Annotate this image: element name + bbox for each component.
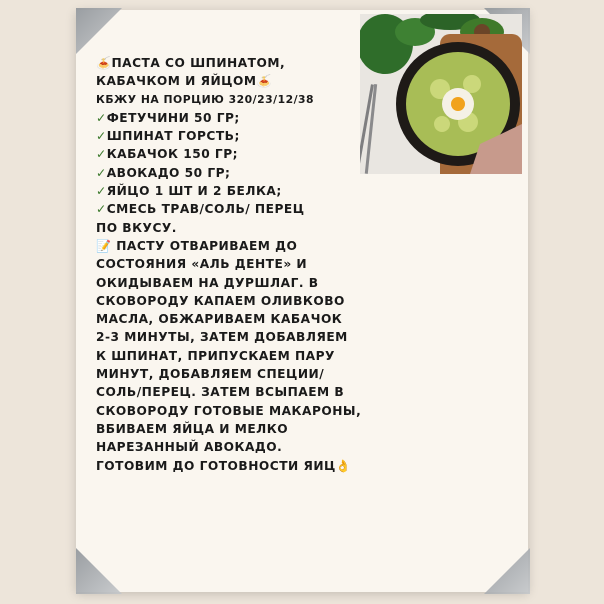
- method-line: ГОТОВИМ ДО ГОТОВНОСТИ ЯИЦ👌: [96, 458, 352, 473]
- method-line: СОЛЬ/ПЕРЕЦ. ЗАТЕМ ВСЫПАЕМ В: [96, 385, 345, 400]
- recipe-title-line-1: 🍝ПАСТА СО ШПИНАТОМ,: [96, 56, 286, 70]
- method-line: МИНУТ, ДОБАВЛЯЕМ СПЕЦИИ/: [96, 367, 325, 382]
- dish-photo: [360, 14, 522, 174]
- method-line: СКОВОРОДУ ГОТОВЫЕ МАКАРОНЫ,: [96, 403, 362, 418]
- ingredient-item: ✓СМЕСЬ ТРАВ/СОЛЬ/ ПЕРЕЦ: [96, 202, 305, 217]
- pasta-emoji-icon: 🍝: [96, 56, 112, 70]
- method-line: МАСЛА, ОБЖАРИВАЕМ КАБАЧОК: [96, 312, 343, 327]
- ok-hand-icon: 👌: [335, 458, 352, 473]
- method-line: СКОВОРОДУ КАПАЕМ ОЛИВКОВО: [96, 293, 345, 308]
- pasta-emoji-icon: 🍝: [256, 74, 272, 89]
- ingredient-item: ✓ФЕТУЧИНИ 50 ГР;: [96, 110, 240, 125]
- memo-icon: 📝: [96, 238, 112, 253]
- check-icon: ✓: [96, 110, 107, 125]
- method-line: 📝 ПАСТУ ОТВАРИВАЕМ ДО: [96, 238, 298, 253]
- recipe-title-line-2: КАБАЧКОМ И ЯЙЦОМ🍝: [96, 74, 272, 89]
- kbju-line: КБЖУ НА ПОРЦИЮ 320/23/12/38: [96, 92, 315, 106]
- check-icon: ✓: [96, 129, 107, 144]
- ingredient-item: ✓ЯЙЦО 1 ШТ И 2 БЕЛКА;: [96, 184, 282, 199]
- check-icon: ✓: [96, 147, 107, 162]
- check-icon: ✓: [96, 202, 107, 217]
- method-line: 2-3 МИНУТЫ, ЗАТЕМ ДОБАВЛЯЕМ: [96, 330, 348, 345]
- check-icon: ✓: [96, 184, 107, 199]
- check-icon: ✓: [96, 165, 107, 180]
- method-line: К ШПИНАТ, ПРИПУСКАЕМ ПАРУ: [96, 348, 335, 363]
- method-line: СОСТОЯНИЯ «АЛЬ ДЕНТЕ» И: [96, 257, 308, 272]
- ingredient-item: ✓КАБАЧОК 150 ГР;: [96, 147, 239, 162]
- ingredient-item: ✓АВОКАДО 50 ГР;: [96, 165, 231, 180]
- method-line: ОКИДЫВАЕМ НА ДУРШЛАГ. В: [96, 275, 319, 290]
- recipe-text: [96, 54, 364, 475]
- method-line: ВБИВАЕМ ЯЙЦА И МЕЛКО: [96, 421, 289, 436]
- ingredient-item: ✓ШПИНАТ ГОРСТЬ;: [96, 129, 240, 144]
- method-line: НАРЕЗАННЫЙ АВОКАДО.: [96, 440, 283, 455]
- ingredient-tail: ПО ВКУСУ.: [96, 220, 177, 235]
